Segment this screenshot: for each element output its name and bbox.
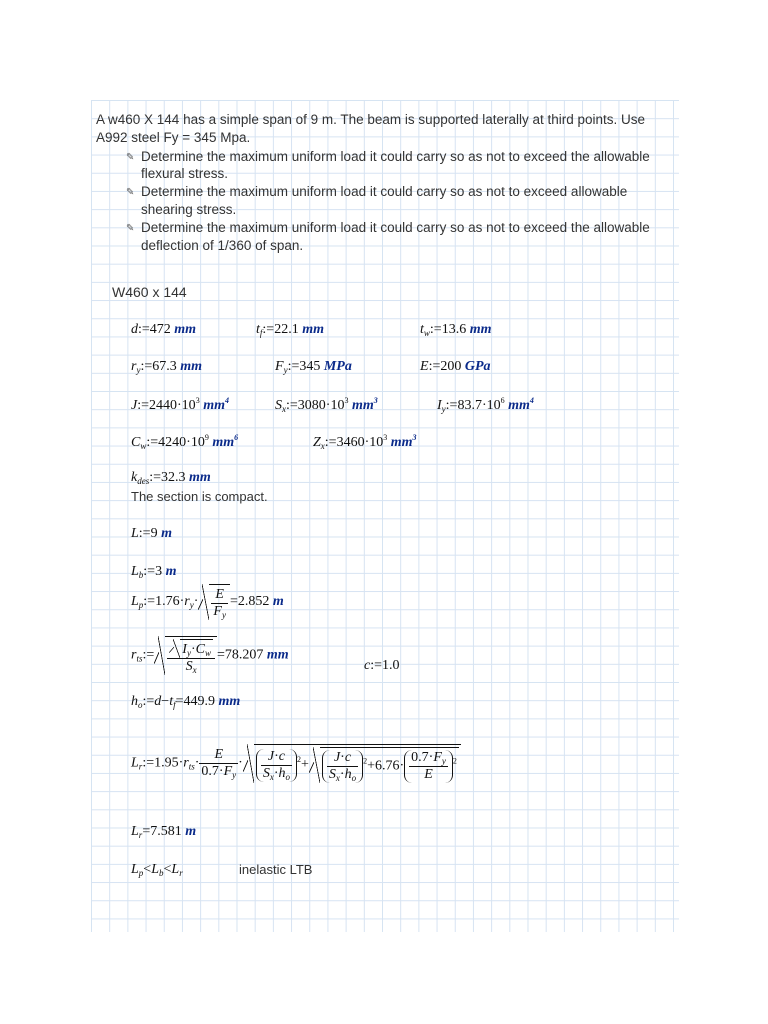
eq-tf: $t_f:=22.1$ mm [256,322,324,338]
eq-Lb: $L_b:=3$ m [131,564,177,580]
eq-c: c:=1.0 [364,658,400,673]
eq-Lr-result: $L_r=7.581$ m [131,824,197,840]
item-3-line-1: Determine the maximum uniform load it could carry so as not to exceed the allowable [141,220,650,235]
eq-Iy: $I_y:=83.7\cdot 10^6$ $mm^4$ [437,396,534,414]
eq-kdes: $k_{des}:=32.3$ mm [131,470,211,486]
eq-E: E:=200 GPa [420,359,491,374]
item-2-line-2: shearing stress. [141,202,237,217]
eq-d: d:=472 mm [131,322,197,337]
item-3-line-2: deflection of 1/360 of span. [141,238,304,253]
intro-line-1: A w460 X 144 has a simple span of 9 m. The beam is supported laterally at third points. Use [96,112,646,127]
bullet-icon: ✎ [126,223,135,234]
eq-Zx: $Z_x:=3460\cdot 10^3$ $mm^3$ [313,433,417,451]
eq-Fy: $F_y:=345$ MPa [275,359,352,375]
item-1-line-1: Determine the maximum uniform load it could carry so as not to exceed the allowable [141,149,650,164]
eq-Cw: $C_w:=4240\cdot 10^9$ $mm^6$ [131,433,239,451]
eq-inequality: $L_p<L_b<L_r$ [131,862,183,878]
eq-ry: $r_y:=67.3$ mm [131,359,203,375]
eq-Lr-formula: $L_r:=1.95\cdot r_{ts}\cdot$ $\frac{E}{0.7\cdot F_y}$ · $\frac{J\cdot c}{S_x\cdot h_o}$ $^2$+ $\frac{J\cdot c}{S_x\cdot h_o}$ $^2$+6.76· $\frac{0.7\cdot F_y}{E}$ $^2$ [131,744,461,783]
bullet-icon: ✎ [126,152,135,163]
eq-ho: $h_o:=d-t_f=449.9$ mm [131,694,241,710]
eq-Sx: $S_x:=3080\cdot 10^3$ $mm^3$ [275,396,378,414]
ltb-note: inelastic LTB [239,862,313,877]
eq-J: $J:=2440\cdot 10^3$ $mm^4$ [131,396,229,413]
eq-tw: $t_w:=13.6$ mm [420,322,492,338]
bullet-icon: ✎ [126,187,135,198]
eq-Lp: $L_p:=1.76\cdot r_y\cdot$ $\frac{E}{F_y}$ =2.852 m [131,584,284,620]
intro-line-2: A992 steel Fy = 345 Mpa. [96,130,251,145]
item-1-line-2: flexural stress. [141,166,229,181]
item-2-line-1: Determine the maximum uniform load it could carry so as not to exceed allowable [141,184,628,199]
compact-note: The section is compact. [131,489,268,504]
section-heading: W460 x 144 [112,284,187,300]
eq-rts: $r_{ts}:=$ $\frac{I_y\cdot C_w}{S_x}$ =78.207 mm [131,636,289,675]
eq-L: L:=9 m [131,526,172,541]
